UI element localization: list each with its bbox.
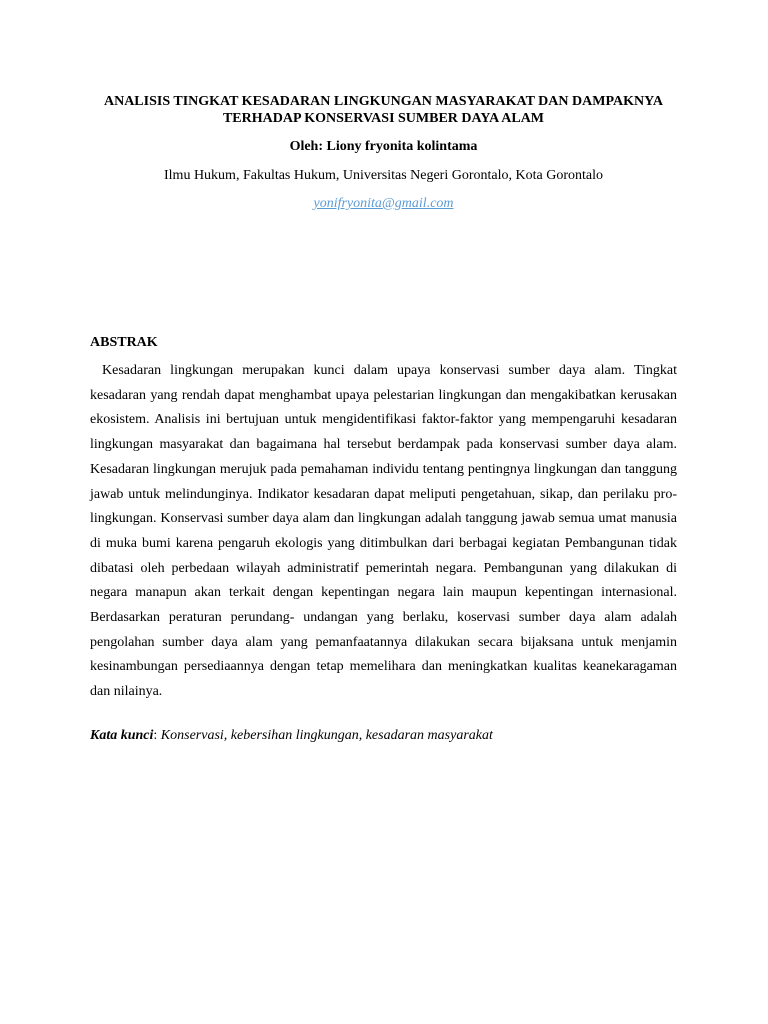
keywords-label: Kata kunci (90, 728, 154, 743)
keywords-text: Konservasi, kebersihan lingkungan, kesadaran masyarakat (157, 728, 493, 743)
email-link[interactable]: yonifryonita@gmail.com (313, 196, 454, 211)
keywords-separator: : (153, 728, 158, 743)
paper-title (90, 93, 677, 127)
paper-title-line-2: TERHADAP KONSERVASI SUMBER DAYA ALAM (222, 111, 545, 126)
keywords-line (90, 727, 677, 744)
affiliation-line: Ilmu Hukum, Fakultas Hukum, Universitas Negeri Gorontalo, Kota Gorontalo (164, 168, 603, 183)
abstract-body: Kesadaran lingkungan merupakan kunci dalam upaya konservasi sumber daya alam. Tingkat kesadaran yang rendah dapat menghambat upaya pelestarian lingkungan dan mengakibatkan kerusakan ekosistem. Analisis ini bertujuan untuk mengidentifikasi faktor-faktor yang mempengaruhi kesadaran lingkungan masyarakat dan bagaimana hal tersebut berdampak pada konservasi sumber daya alam. Kesadaran lingkungan merujuk pada pemahaman individu tentang pentingnya lingkungan dan tanggung jawab untuk melindunginya. Indikator kesadaran dapat meliputi pengetahuan, sikap, dan perilaku pro-lingkungan. Konservasi sumber daya alam dan lingkungan adalah tanggung jawab semua umat manusia di muka bumi karena pengaruh ekologis yang ditimbulkan dari berbagai kegiatan Pembangunan tidak dibatasi oleh perbedaan wilayah administratif pemerintah negara. Pembangunan yang dilakukan di negara manapun akan terkait dengan kepentingan negara lain maupun kepentingan internasional. Berdasarkan peraturan perundang- undangan yang berlaku, koservasi sumber daya alam adalah pengolahan sumber daya alam yang pemanfaatannya dilakukan secara bijaksana untuk menjamin kesinambungan persediaannya dengan tetap memelihara dan meningkatkan kualitas keanekaragaman dan nilainya. (90, 363, 677, 700)
author-line: Oleh: Liony fryonita kolintama (289, 139, 478, 154)
paper-title-line-1: ANALISIS TINGKAT KESADARAN LINGKUNGAN MASYARAKAT DAN DAMPAKNYA (103, 94, 664, 109)
email-line (90, 195, 677, 212)
abstract-heading: ABSTRAK (90, 335, 158, 350)
